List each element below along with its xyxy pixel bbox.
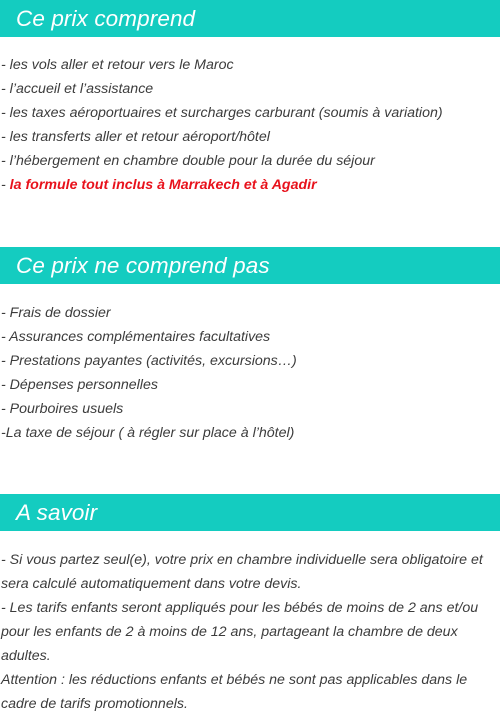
list-item: - les vols aller et retour vers le Maroc — [1, 57, 234, 73]
list-item: - les transferts aller et retour aéroport/hôtel — [1, 129, 270, 145]
good-to-know-banner — [0, 494, 500, 531]
good-to-know-section — [0, 494, 500, 716]
info-paragraph: - Les tarifs enfants seront appliqués pour les bébés de moins de 2 ans et/ou pour les enfants de 2 à moins de 12 ans, partageant la chambre de deux adultes. — [1, 600, 479, 664]
price-includes-list — [0, 53, 500, 197]
all-inclusive-highlight: la formule tout inclus à Marrakech et à Agadir — [9, 177, 317, 193]
list-item: -La taxe de séjour ( à régler sur place à l’hôtel) — [1, 425, 295, 441]
price-excludes-title: Ce prix ne comprend pas — [16, 252, 270, 278]
price-includes-banner — [0, 0, 500, 37]
price-excludes-list — [0, 301, 500, 445]
list-item: - l’hébergement en chambre double pour la durée du séjour — [1, 153, 375, 169]
price-excludes-banner — [0, 247, 500, 284]
list-item: - Frais de dossier — [1, 305, 111, 321]
list-item-highlight — [0, 173, 500, 197]
price-includes-title: Ce prix comprend — [16, 5, 196, 31]
list-item: - l’accueil et l’assistance — [1, 81, 154, 97]
list-item: - les taxes aéroportuaires et surcharges carburant (soumis à variation) — [1, 105, 443, 121]
list-item: - Dépenses personnelles — [1, 377, 158, 393]
list-item: - Prestations payantes (activités, excursions…) — [1, 353, 297, 369]
info-paragraph: - Si vous partez seul(e), votre prix en chambre individuelle sera obligatoire et sera calculé automatiquement dans votre devis. — [1, 552, 483, 592]
list-item: - Assurances complémentaires facultatives — [1, 329, 271, 345]
price-excludes-section — [0, 247, 500, 445]
highlight-prefix: - — [1, 177, 10, 193]
good-to-know-title: A savoir — [16, 499, 98, 525]
info-paragraph: Attention : les réductions enfants et bébés ne sont pas applicables dans le cadre de tarifs promotionnels. — [1, 672, 468, 712]
price-includes-section — [0, 0, 500, 197]
list-item: - Pourboires usuels — [1, 401, 124, 417]
